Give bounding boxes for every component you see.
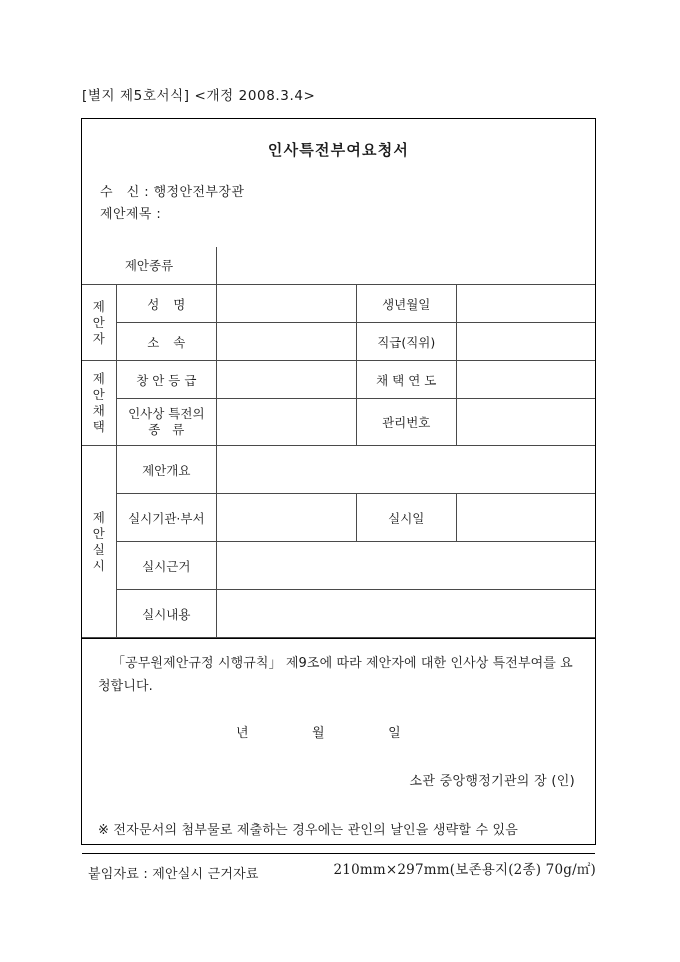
table-row-execution-basis: [82, 542, 595, 590]
cell-value-management-number[interactable]: [456, 399, 595, 446]
cell-value-execution-basis[interactable]: [217, 542, 595, 590]
cell-value-proposal-type[interactable]: [217, 247, 595, 285]
paper-specification: 210mm×297mm(보존용지(2종) 70g/㎡): [333, 862, 596, 878]
subject-line: [100, 204, 595, 226]
table-row-benefit-type: [82, 399, 595, 446]
cell-label-execution-date: 실시일: [356, 494, 456, 542]
cell-label-proposal-type: 제안종류: [82, 247, 217, 285]
cell-label-benefit-type-line2: 종 류: [148, 422, 189, 438]
cell-value-adoption-year[interactable]: [456, 361, 595, 399]
cell-label-execution-org: 실시기관·부서: [116, 494, 216, 542]
group-label-adoption-char-1: 안: [92, 387, 105, 403]
cell-value-execution-org[interactable]: [217, 494, 357, 542]
table-row-invention-grade: [82, 361, 595, 399]
recipient-value: 행정안전부장관: [153, 185, 245, 200]
attachment-line: 붙임자료 : 제안실시 근거자료: [82, 853, 595, 882]
date-month-label[interactable]: 월: [312, 725, 325, 741]
group-label-execution-char-0: 제: [92, 509, 105, 525]
subject-colon: :: [156, 207, 162, 223]
table-row-proposer-name: [82, 285, 595, 323]
cell-label-benefit-type-line1: 인사상 특전의: [128, 406, 205, 422]
subject-label: 제안제목: [100, 207, 152, 223]
table-row-execution-org: [82, 494, 595, 542]
group-label-execution-char-3: 시: [92, 557, 105, 573]
date-line: [98, 723, 579, 746]
statement-block: [82, 638, 595, 853]
table-row-proposal-summary: [82, 446, 595, 494]
recipient-line: [100, 182, 595, 204]
cell-label-benefit-type: [116, 399, 216, 446]
cell-value-invention-grade[interactable]: [217, 361, 357, 399]
group-label-proposer: [82, 285, 116, 361]
cell-label-proposal-summary: 제안개요: [116, 446, 216, 494]
cell-label-name: 성 명: [116, 285, 216, 323]
group-label-adoption: [82, 361, 116, 446]
form-number-header: [별지 제5호서식] <개정 2008.3.4>: [82, 88, 316, 104]
electronic-document-note: ※ 전자문서의 첨부물로 제출하는 경우에는 관인의 날인을 생략할 수 있음: [98, 823, 519, 839]
cell-value-execution-date[interactable]: [456, 494, 595, 542]
cell-value-proposal-summary[interactable]: [217, 446, 595, 494]
cell-label-rank: 직급(직위): [356, 323, 456, 361]
cell-value-rank[interactable]: [456, 323, 595, 361]
group-label-execution-char-1: 안: [92, 525, 105, 541]
group-label-proposer-char-1: 안: [92, 314, 105, 330]
cell-value-execution-content[interactable]: [217, 590, 595, 638]
group-label-execution: [82, 446, 116, 638]
title-block: [82, 119, 595, 160]
signer-line: 소관 중앙행정기관의 장 (인): [409, 774, 575, 790]
group-label-execution-char-2: 실: [92, 541, 105, 557]
cell-value-benefit-type[interactable]: [217, 399, 357, 446]
cell-label-affiliation: 소 속: [116, 323, 216, 361]
cell-label-execution-basis: 실시근거: [116, 542, 216, 590]
group-label-proposer-char-2: 자: [92, 330, 105, 346]
group-label-adoption-char-3: 택: [92, 419, 105, 435]
group-label-proposer-char-0: 제: [92, 298, 105, 314]
recipient-colon: :: [144, 185, 150, 200]
cell-label-management-number: 관리번호: [356, 399, 456, 446]
table-row-proposal-type: [82, 247, 595, 285]
cell-label-birthdate: 생년월일: [356, 285, 456, 323]
date-day-label[interactable]: 일: [388, 725, 402, 741]
table-row-execution-content: [82, 590, 595, 638]
recipient-label: 수 신: [100, 185, 145, 200]
cell-label-adoption-year: 채 택 연 도: [356, 361, 456, 399]
cell-label-execution-content: 실시내용: [116, 590, 216, 638]
statement-text: 「공무원제안규정 시행규칙」 제9조에 따라 제안자에 대한 인사상 특전부여를 요청합니다.: [98, 656, 573, 694]
cell-value-affiliation[interactable]: [217, 323, 357, 361]
document-title: 인사특전부여요청서: [267, 141, 410, 159]
group-label-adoption-char-2: 채: [92, 403, 105, 419]
cell-value-name[interactable]: [217, 285, 357, 323]
table-row-proposer-affiliation: [82, 323, 595, 361]
date-year-label[interactable]: 년: [235, 725, 249, 741]
cell-value-birthdate[interactable]: [456, 285, 595, 323]
form-data-table: [82, 247, 595, 639]
cell-label-invention-grade: 창 안 등 급: [116, 361, 216, 399]
addressee-block: [82, 160, 595, 227]
group-label-adoption-char-0: 제: [92, 371, 105, 387]
